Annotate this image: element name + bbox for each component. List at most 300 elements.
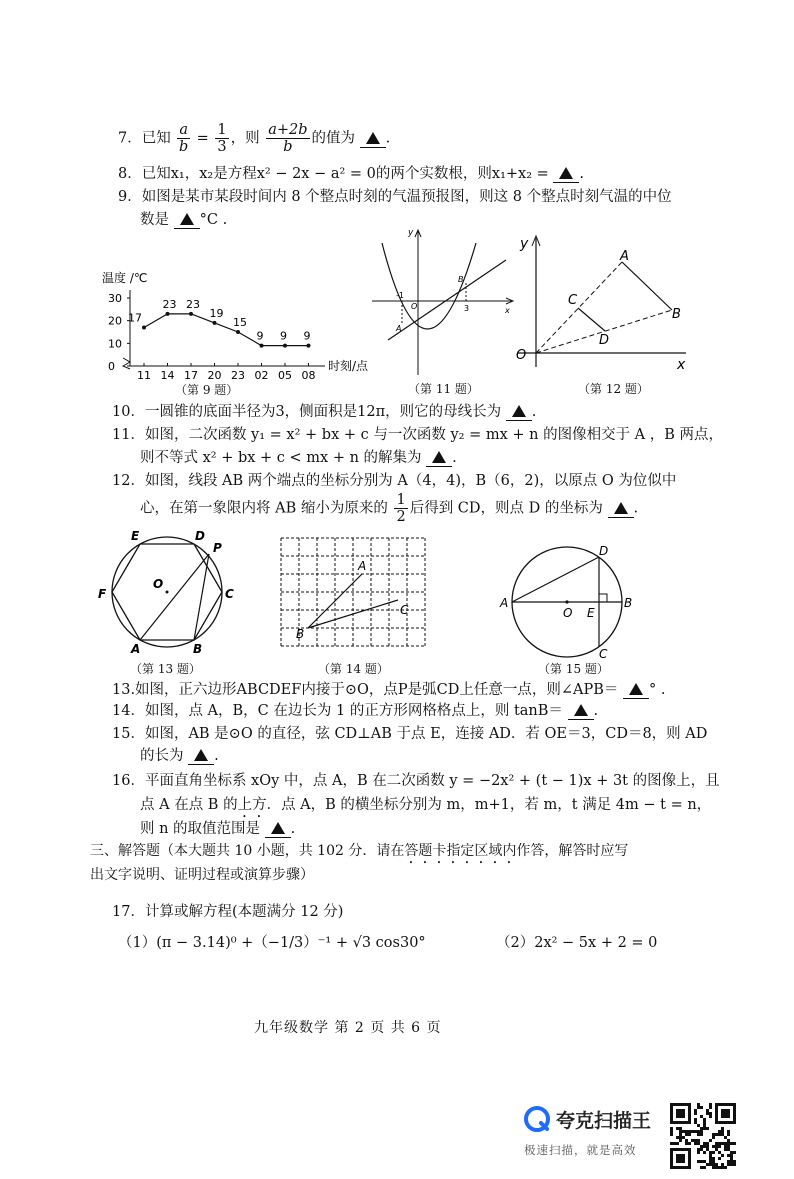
answer-blank (174, 212, 200, 229)
question-10 (112, 400, 536, 421)
fig11-label-b: B (458, 275, 464, 284)
qr-module (679, 1133, 682, 1136)
qr-finder-core (676, 1154, 685, 1163)
q14-text: 14．如图，点 A，B，C 在边长为 1 的正方形网格格点上，则 tanB＝ (112, 703, 563, 719)
question-17-part2 (496, 931, 657, 952)
q7-eq: = (196, 130, 209, 147)
fig9-value-label: 9 (303, 329, 311, 343)
qr-module (718, 1130, 721, 1133)
qr-module (727, 1163, 730, 1166)
fig12-label-o: O (516, 348, 527, 363)
qr-module (709, 1154, 712, 1157)
fig12-segment-ab (622, 262, 672, 310)
fig13-label-a: A (131, 642, 141, 656)
qr-module (703, 1160, 706, 1163)
fig14-grid (278, 536, 438, 660)
fig9-point (189, 312, 193, 316)
qr-module (688, 1130, 691, 1133)
qr-module (712, 1163, 715, 1166)
qr-module (706, 1127, 709, 1130)
question-9-line2 (140, 208, 227, 229)
qr-module (715, 1145, 718, 1148)
q12-half-num: 1 (396, 492, 406, 508)
fig11-label-3: 3 (464, 304, 470, 313)
fig15-label-a: A (500, 596, 509, 610)
qr-module (700, 1115, 703, 1118)
qr-module (679, 1136, 682, 1139)
fig9-value-label: 9 (280, 329, 287, 343)
fig11-parabola (382, 243, 476, 329)
q7-mid: ，则 (230, 130, 260, 147)
question-13 (112, 678, 665, 699)
qr-module (733, 1142, 736, 1145)
triangle-icon (512, 405, 526, 417)
qr-module (727, 1154, 730, 1157)
qr-module (712, 1166, 715, 1169)
fig11-label-y: y (408, 228, 414, 238)
qr-module (709, 1115, 712, 1118)
qr-module (685, 1139, 688, 1142)
qr-module (706, 1109, 709, 1112)
fig9-temperature-chart (100, 262, 369, 382)
qr-module (682, 1136, 685, 1139)
qr-module (709, 1160, 712, 1163)
question-11-line1 (112, 423, 723, 444)
q7-frac3-num: a+2b (268, 122, 308, 138)
qr-module (694, 1118, 697, 1121)
fig12-segment-cd (578, 308, 605, 331)
qr-module (727, 1130, 730, 1133)
qr-module (712, 1145, 715, 1148)
fig9-point (260, 344, 264, 348)
q7-frac3-den: b (283, 139, 293, 155)
qr-module (676, 1136, 679, 1139)
qr-module (724, 1145, 727, 1148)
qr-module (700, 1145, 703, 1148)
fig9-ylabel: 温度 /℃ (102, 271, 148, 285)
qr-module (694, 1112, 697, 1115)
fig12-graph (510, 232, 692, 372)
fig11-line (388, 260, 506, 340)
qr-module (697, 1139, 700, 1142)
qr-module (730, 1154, 733, 1157)
qr-module (709, 1103, 712, 1106)
q15-line1: 15．如图，AB 是⊙O 的直径，弦 CD⊥AB 于点 E，连接 AD．若 OE＝3，CD＝8，则 AD (112, 726, 708, 742)
qr-module (727, 1139, 730, 1142)
qr-module (691, 1130, 694, 1133)
question-14 (112, 699, 598, 720)
q15-line2: 的长为 (140, 748, 184, 764)
qr-module (715, 1163, 718, 1166)
fig12-dash-oa (536, 262, 622, 353)
fig14-label-c: C (400, 603, 409, 617)
qr-module (691, 1139, 694, 1142)
q16-emphasis: 上方 (237, 797, 267, 813)
fig15-label-e: E (587, 606, 595, 620)
fig13-label-p: P (213, 541, 222, 555)
section-3-line1 (90, 840, 628, 867)
qr-module (679, 1127, 682, 1130)
qr-module (727, 1142, 730, 1145)
q17-part1: （1）(π − 3.14)⁰ +（−1/3）⁻¹ + √3 cos30° (118, 935, 426, 951)
qr-module (700, 1127, 703, 1130)
qr-module (721, 1142, 724, 1145)
qr-module (721, 1127, 724, 1130)
qr-module (694, 1139, 697, 1142)
question-15-line1 (112, 722, 707, 743)
qr-module (700, 1130, 703, 1133)
q16-line2-post: ．点 A，B 的横坐标分别为 m，m+1，若 m，t 满足 4m − t = n， (266, 797, 712, 813)
q9-line1: 如图是某市某段时间内 8 个整点时刻的气温预报图，则这 8 个整点时刻气温的中位 (141, 189, 672, 205)
fig9-xtick-label: 17 (184, 369, 198, 382)
qr-module (670, 1130, 673, 1133)
qr-module (682, 1130, 685, 1133)
q9-number: 9． (118, 189, 142, 205)
fig9-ytick-label: 10 (108, 337, 122, 351)
q14-end: . (593, 703, 599, 719)
qr-module (724, 1166, 727, 1169)
fig9-value-label: 23 (186, 297, 200, 311)
q7-number: 7． (118, 130, 142, 147)
q16-line2-pre: 点 A 在点 B 的 (140, 797, 238, 813)
quark-logo-icon (524, 1106, 550, 1132)
qr-module (727, 1133, 730, 1136)
fig9-value-label: 9 (256, 329, 264, 343)
qr-module (706, 1112, 709, 1115)
fig15-center-dot (565, 600, 568, 603)
fig11-label-minus1: -1 (396, 291, 404, 300)
fig15-right-angle-mark (599, 594, 607, 602)
fig9-point (213, 321, 217, 325)
fig11-label-o: O (411, 302, 418, 311)
question-15-line2 (140, 744, 219, 765)
qr-module (697, 1133, 700, 1136)
qr-module (709, 1163, 712, 1166)
fig13-label-f: F (98, 587, 107, 601)
fig11-graph (366, 225, 516, 380)
fig9-point (166, 312, 170, 316)
qr-module (697, 1148, 700, 1151)
fig12-label-a: A (620, 249, 629, 264)
fig9-point (307, 344, 311, 348)
fig11-label-x: x (505, 306, 510, 315)
qr-module (709, 1106, 712, 1109)
q12-line1: 12．如图，线段 AB 两个端点的坐标分别为 A（4，4)，B（6，2)，以原点 O 为位似中 (112, 473, 677, 489)
qr-module (724, 1148, 727, 1151)
q7-pre: 已知 (141, 130, 171, 147)
triangle-icon (614, 502, 628, 514)
qr-module (712, 1136, 715, 1139)
qr-module (688, 1142, 691, 1145)
qr-module (679, 1139, 682, 1142)
fig9-value-label: 15 (233, 316, 247, 329)
qr-module (727, 1148, 730, 1151)
q12-half-den: 2 (396, 509, 406, 525)
fig9-value-label: 23 (162, 297, 177, 311)
q7-frac1-den: b (179, 139, 189, 155)
triangle-icon (366, 132, 380, 144)
question-12-line1 (112, 469, 676, 490)
qr-module (694, 1121, 697, 1124)
fig13-center-dot (166, 591, 169, 594)
qr-module (703, 1127, 706, 1130)
question-16-line3 (140, 817, 295, 838)
qr-module (721, 1133, 724, 1136)
triangle-icon (194, 749, 208, 761)
q11-line2: 则不等式 x² + bx + c < mx + n 的解集为 (140, 450, 422, 466)
qr-module (718, 1166, 721, 1169)
qr-module (733, 1151, 736, 1154)
scanner-watermark (520, 1102, 670, 1162)
qr-module (703, 1118, 706, 1121)
fig13-label-b: B (193, 642, 203, 656)
fig12-caption: （第 12 题） (578, 382, 649, 396)
qr-module (703, 1145, 706, 1148)
qr-module (730, 1142, 733, 1145)
fig9-xtick-label: 23 (231, 369, 245, 382)
qr-module (697, 1124, 700, 1127)
q10-text: 10．一圆锥的底面半径为3，侧面积是12π，则它的母线长为 (112, 404, 502, 420)
answer-blank (265, 821, 291, 838)
qr-module (697, 1160, 700, 1163)
q12-line2-pre: 心，在第一象限内将 AB 缩小为原来的 (140, 500, 388, 517)
q7-end: . (385, 130, 391, 147)
fig9-xtick-label: 14 (160, 369, 175, 382)
qr-module (700, 1106, 703, 1109)
qr-module (670, 1133, 673, 1136)
question-8 (118, 162, 584, 183)
triangle-icon (271, 822, 285, 834)
fig14-caption: （第 14 题） (318, 662, 389, 676)
qr-module (706, 1142, 709, 1145)
qr-module (685, 1130, 688, 1133)
fig15-label-o: O (563, 606, 573, 620)
qr-module (709, 1112, 712, 1115)
qr-module (718, 1151, 721, 1154)
qr-module (733, 1163, 736, 1166)
fig15-label-b: B (624, 596, 633, 610)
qr-module (721, 1154, 724, 1157)
qr-module (679, 1130, 682, 1133)
q7-frac-a-b (177, 122, 190, 155)
qr-module (694, 1130, 697, 1133)
q7-frac1-num: a (179, 122, 188, 138)
section-3-line2 (90, 864, 314, 884)
q9-line2-pre: 数是 (140, 212, 169, 228)
q7-frac-1-3 (215, 122, 228, 155)
qr-module (712, 1133, 715, 1136)
q8-end: . (579, 166, 584, 182)
qr-module (715, 1133, 718, 1136)
q10-end: . (531, 404, 537, 420)
qr-code (670, 1103, 736, 1169)
qr-module (697, 1103, 700, 1106)
q7-post: 的值为 (311, 130, 356, 147)
qr-module (727, 1145, 730, 1148)
section3-pre: 三、解答题（本大题共 10 小题，共 102 分．请在 (90, 843, 405, 859)
answer-blank (426, 450, 452, 467)
qr-module (700, 1160, 703, 1163)
fig13-label-d: D (195, 529, 205, 543)
qr-module (697, 1130, 700, 1133)
fig9-point (283, 344, 287, 348)
qr-module (700, 1148, 703, 1151)
fig9-value-label: 17 (128, 311, 142, 325)
qr-module (706, 1148, 709, 1151)
q8-number: 8． (118, 166, 142, 182)
qr-module (709, 1139, 712, 1142)
qr-module (715, 1142, 718, 1145)
fig12-label-b: B (672, 307, 681, 322)
answer-blank (506, 404, 532, 421)
answer-blank (360, 131, 386, 148)
fig9-xlabel: 时刻/点 (328, 359, 369, 373)
answer-blank (188, 748, 214, 765)
q7-frac2-den: 3 (217, 139, 227, 155)
fig12-label-c: C (568, 293, 578, 308)
qr-module (715, 1166, 718, 1169)
q17-title: 17．计算或解方程(本题满分 12 分) (112, 904, 344, 920)
fig11-caption: （第 11 题） (408, 382, 479, 396)
fig13-hexagon-circle (95, 528, 245, 658)
q12-line2-post: 后得到 CD，则点 D 的坐标为 (409, 500, 603, 517)
scanner-slogan: 极速扫描，就是高效 (524, 1143, 637, 1157)
qr-finder-core (676, 1109, 685, 1118)
triangle-icon (559, 167, 573, 179)
fig13-label-c: C (225, 587, 234, 601)
fig15-label-c: C (599, 647, 608, 661)
answer-blank (568, 703, 594, 720)
fig9-axis-break (123, 358, 130, 369)
qr-module (706, 1163, 709, 1166)
qr-module (718, 1133, 721, 1136)
qr-finder-core (721, 1109, 730, 1118)
fig15-segment-ad (512, 557, 599, 602)
qr-module (700, 1166, 703, 1169)
qr-module (697, 1151, 700, 1154)
q12-end: . (633, 500, 639, 517)
qr-module (685, 1142, 688, 1145)
qr-module (688, 1133, 691, 1136)
answer-blank (623, 682, 649, 699)
qr-module (670, 1142, 673, 1145)
q17-part2: （2）2x² − 5x + 2 = 0 (496, 935, 658, 951)
fig13-label-e: E (131, 529, 140, 543)
fig9-xtick-label: 20 (207, 369, 222, 382)
page-footer: 九年级数学 第 2 页 共 6 页 (254, 1020, 442, 1036)
qr-module (709, 1157, 712, 1160)
answer-blank (553, 166, 579, 183)
qr-module (706, 1145, 709, 1148)
qr-module (730, 1151, 733, 1154)
fig14-label-a: A (358, 559, 367, 573)
fig15-circle (495, 540, 645, 662)
q12-frac-half (394, 492, 407, 525)
qr-module (730, 1160, 733, 1163)
triangle-icon (432, 451, 446, 463)
qr-module (724, 1136, 727, 1139)
question-17-part1 (118, 931, 426, 952)
question-17-title (112, 900, 343, 921)
qr-module (685, 1133, 688, 1136)
question-11-line2 (140, 446, 457, 467)
fig12-label-y: y (520, 236, 529, 252)
qr-module (670, 1127, 673, 1130)
triangle-icon (574, 704, 588, 716)
triangle-icon (629, 683, 643, 695)
fig9-point (142, 325, 146, 329)
fig9-xtick-label: 11 (137, 369, 151, 382)
question-16-line1 (112, 769, 720, 790)
question-12-line2 (140, 492, 638, 525)
qr-module (697, 1142, 700, 1145)
section3-post: 作答，解答时应写 (516, 843, 629, 859)
qr-module (718, 1157, 721, 1160)
question-9-line1 (118, 185, 672, 206)
fig9-xtick-label: 08 (301, 369, 316, 382)
qr-module (721, 1130, 724, 1133)
fig9-value-label: 19 (209, 306, 224, 320)
fig13-line-ap (140, 554, 209, 640)
fig13-caption: （第 13 题） (130, 662, 201, 676)
fig12-label-x: x (677, 357, 686, 373)
qr-module (703, 1166, 706, 1169)
triangle-icon (180, 213, 194, 225)
qr-module (718, 1142, 721, 1145)
section3-emphasis: 答题卡指定区域内 (404, 843, 517, 859)
fig9-xtick-label: 05 (278, 369, 292, 382)
fig9-ytick-label: 20 (108, 314, 122, 328)
qr-module (712, 1151, 715, 1154)
q16-line1: 16．平面直角坐标系 xOy 中，点 A，B 在二次函数 y = −2x² + (t − 1)x + 3t 的图像上，且 (112, 773, 720, 789)
fig9-point (236, 330, 240, 334)
answer-blank (608, 501, 634, 518)
q16-line3: 则 n 的取值范围是 (140, 821, 261, 837)
q13-end: ° . (648, 682, 666, 698)
fig14-label-b: B (296, 627, 305, 641)
q13-text: 13.如图，正六边形ABCDEF内接于⊙O，点P是弧CD上任意一点，则∠APB＝ (112, 682, 619, 698)
q15-end: . (214, 748, 219, 764)
q11-end: . (452, 450, 457, 466)
fig15-label-d: D (599, 544, 609, 558)
qr-module (712, 1157, 715, 1160)
q8-text: 已知x₁，x₂是方程x² − 2x − a² = 0的两个实数根，则x₁+x₂ = (141, 166, 549, 182)
qr-module (730, 1163, 733, 1166)
qr-module (709, 1151, 712, 1154)
qr-module (676, 1127, 679, 1130)
qr-module (694, 1142, 697, 1145)
qr-module (703, 1124, 706, 1127)
fig15-caption: （第 15 题） (538, 662, 609, 676)
qr-module (721, 1166, 724, 1169)
fig12-label-d: D (599, 333, 610, 348)
qr-module (673, 1142, 676, 1145)
qr-module (712, 1160, 715, 1163)
fig9-xtick-label: 02 (254, 369, 269, 382)
qr-module (694, 1109, 697, 1112)
qr-module (715, 1148, 718, 1151)
qr-module (724, 1142, 727, 1145)
qr-module (721, 1163, 724, 1166)
section3-line2: 出文字说明、证明过程或演算步骤） (90, 867, 314, 883)
qr-module (703, 1142, 706, 1145)
qr-module (727, 1160, 730, 1163)
qr-module (697, 1106, 700, 1109)
fig11-label-a: A (396, 324, 402, 333)
question-7 (118, 122, 390, 155)
fig9-ytick-label: 30 (108, 292, 122, 305)
fig13-label-o: O (153, 577, 164, 591)
